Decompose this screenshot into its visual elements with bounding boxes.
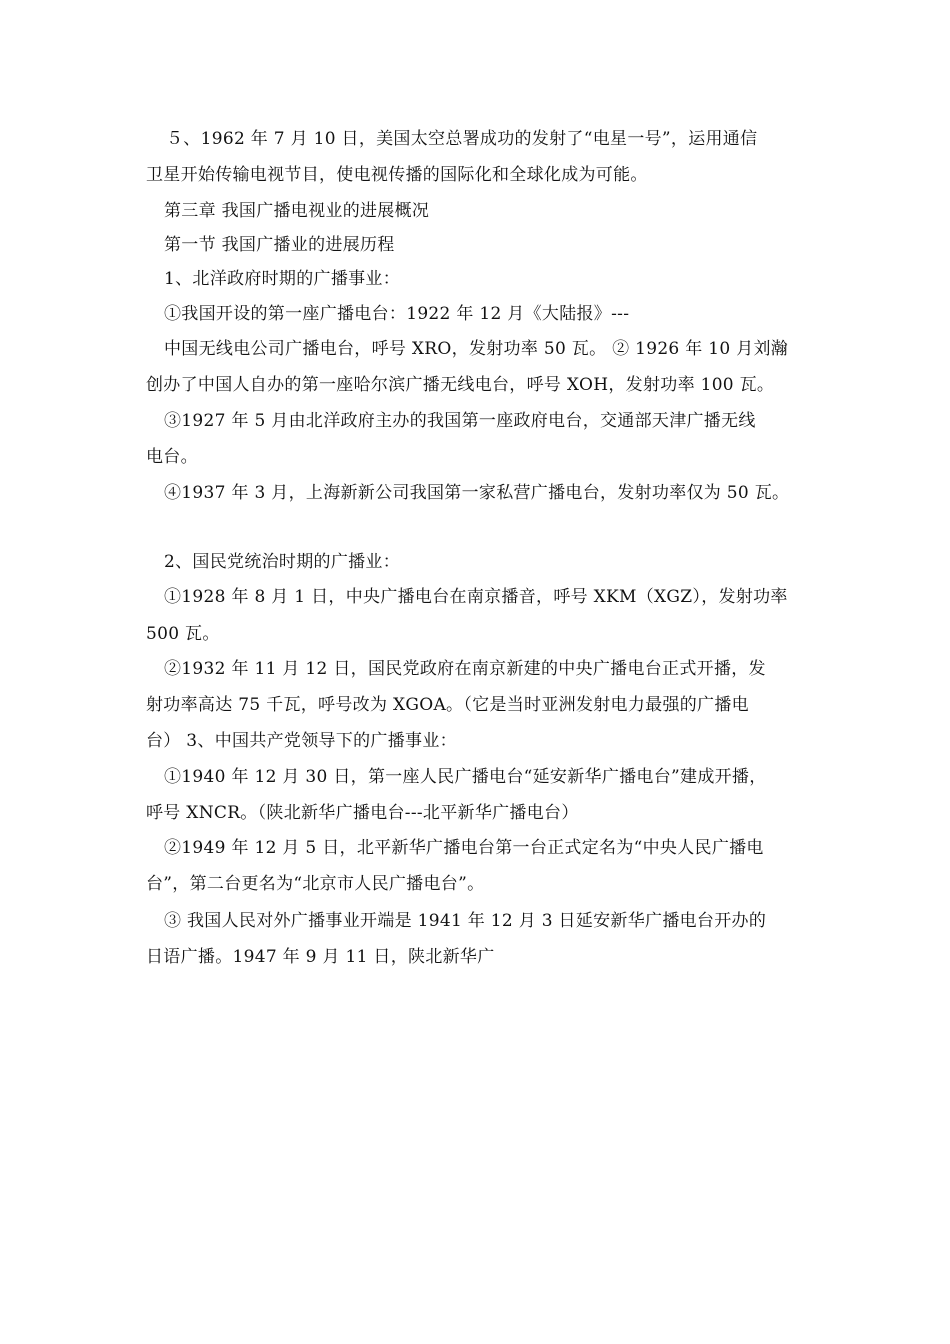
text-line-17: 台） 3、中国共产党领导下的广播事业：: [146, 731, 457, 751]
chapter-heading: 第三章 我国广播电视业的进展概况: [164, 201, 430, 221]
subsection-heading-1: 1、北洋政府时期的广播事业：: [164, 269, 401, 289]
text-line-6: ①我国开设的第一座广播电台：1922 年 12 月《大陆报》---: [164, 304, 630, 324]
text-line-8: 创办了中国人自办的第一座哈尔滨广播无线电台，呼号 XOH，发射功率 100 瓦。: [146, 375, 775, 395]
text-line-20: ②1949 年 12 月 5 日，北平新华广播电台第一台正式定名为“中央人民广播电: [164, 838, 764, 858]
text-line-1: ５、1962 年 7 月 10 日，美国太空总署成功的发射了“电星一号”，运用通信: [166, 129, 758, 149]
text-line-11: ④1937 年 3 月，上海新新公司我国第一家私营广播电台，发射功率仅为 50 瓦。: [164, 483, 790, 503]
text-line-14: 500 瓦。: [146, 624, 220, 644]
section-heading: 第一节 我国广播业的进展历程: [164, 235, 395, 255]
text-line-2: 卫星开始传输电视节目，使电视传播的国际化和全球化成为可能。: [146, 165, 648, 185]
text-line-13: ①1928 年 8 月 1 日，中央广播电台在南京播音，呼号 XKM（XGZ），发射功率: [164, 587, 788, 607]
text-line-9: ③1927 年 5 月由北洋政府主办的我国第一座政府电台，交通部天津广播无线: [164, 411, 756, 431]
text-line-22: ③ 我国人民对外广播事业开端是 1941 年 12 月 3 日延安新华广播电台开办的: [164, 911, 767, 931]
text-line-15: ②1932 年 11 月 12 日，国民党政府在南京新建的中央广播电台正式开播，发: [164, 659, 766, 679]
text-line-10: 电台。: [146, 447, 198, 467]
text-line-23: 日语广播。1947 年 9 月 11 日，陕北新华广: [146, 947, 495, 967]
text-line-19: 呼号 XNCR。（陕北新华广播电台---北平新华广播电台）: [146, 803, 579, 823]
text-line-7: 中国无线电公司广播电台，呼号 XRO，发射功率 50 瓦。 ② 1926 年 10 月刘瀚: [164, 339, 789, 359]
text-line-21: 台”，第二台更名为“北京市人民广播电台”。: [146, 874, 485, 894]
text-line-16: 射功率高达 75 千瓦，呼号改为 XGOA。（它是当时亚洲发射电力最强的广播电: [146, 695, 749, 715]
subsection-heading-2: 2、国民党统治时期的广播业：: [164, 552, 401, 572]
text-line-18: ①1940 年 12 月 30 日，第一座人民广播电台“延安新华广播电台”建成开播，: [164, 767, 767, 787]
